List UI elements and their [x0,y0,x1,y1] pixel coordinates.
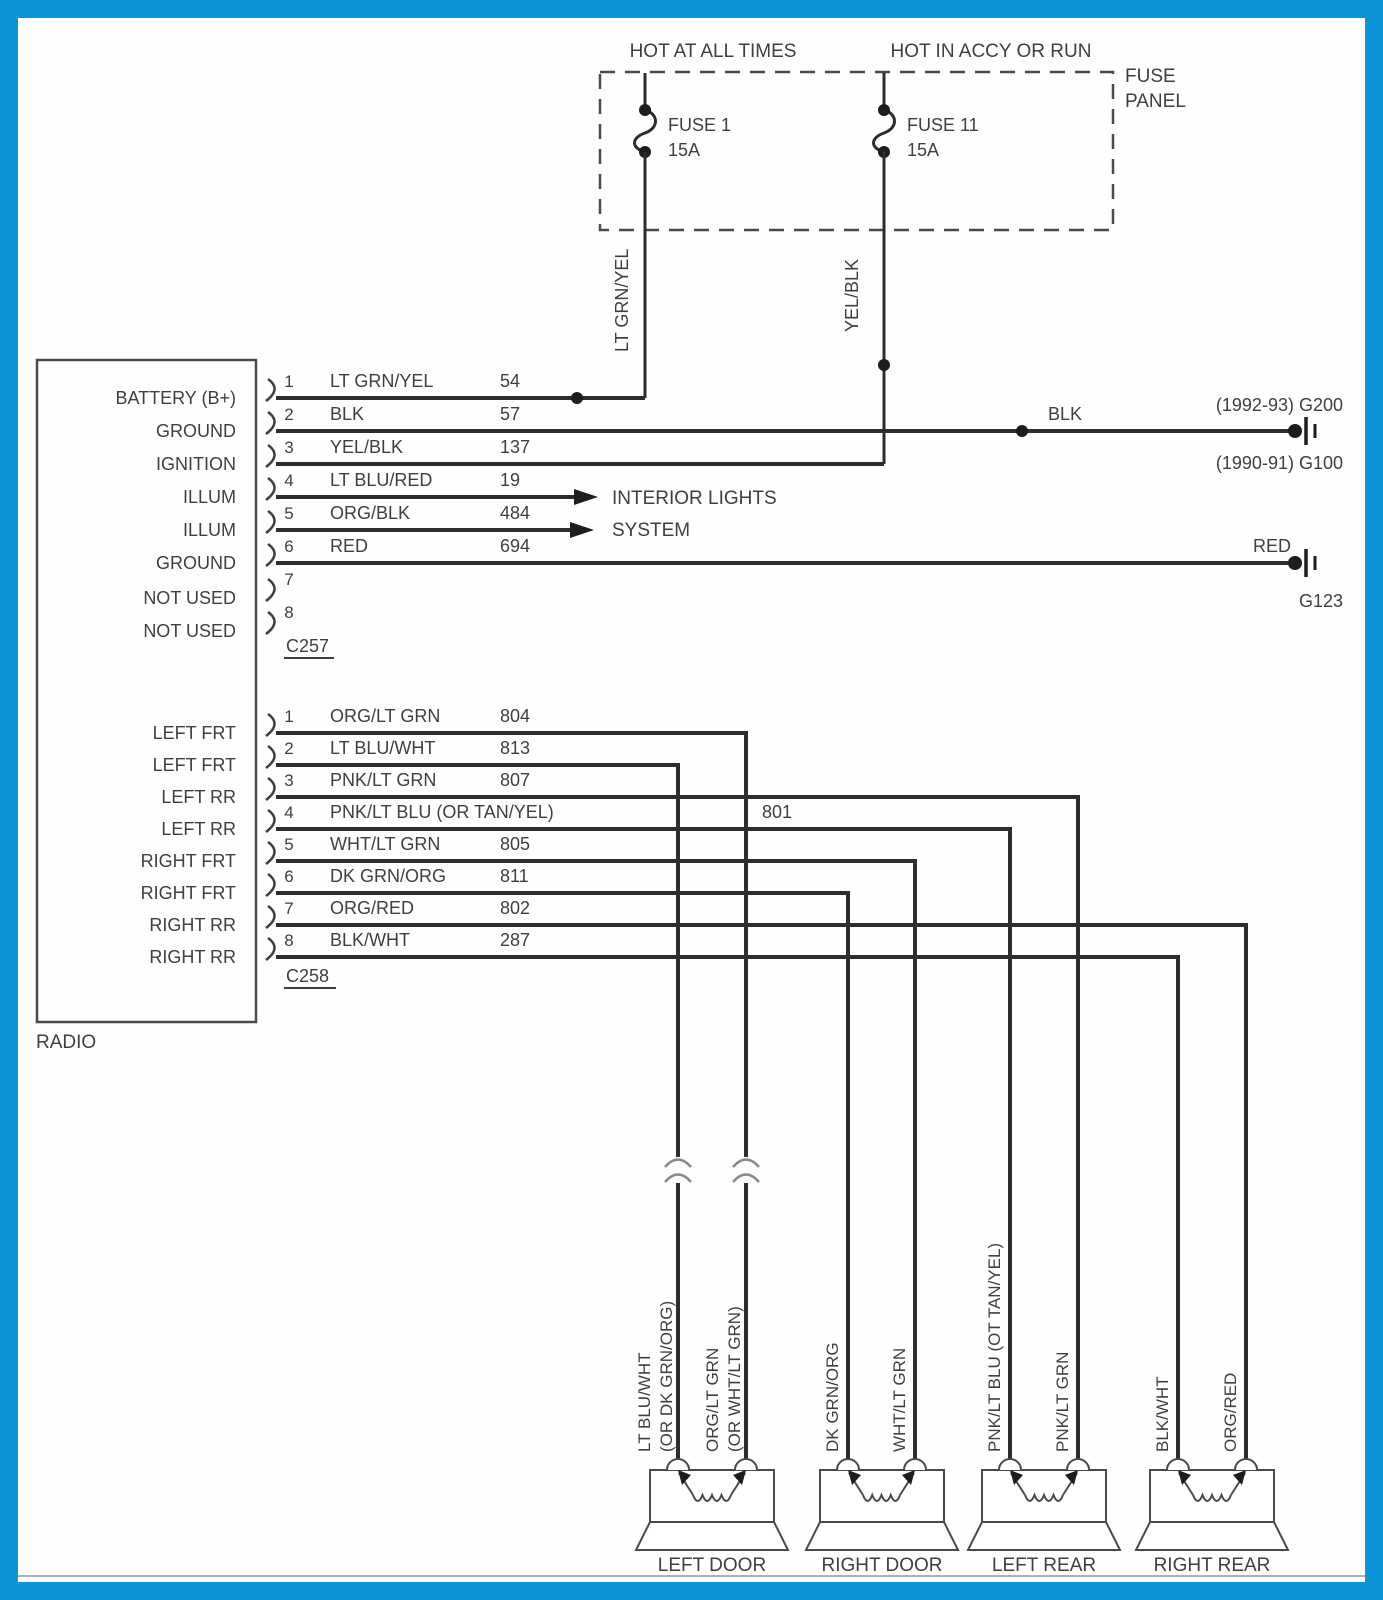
c258-pin8-number: 8 [284,931,294,950]
c257-pin7-number: 7 [284,570,294,589]
c257-pin5-function: ILLUM [182,520,236,540]
left-door-neg-wire-label-line1: LT BLU/WHT [635,1352,654,1452]
radio-label: RADIO [36,1032,97,1053]
c258-pin8-wire-label: BLK/WHT [330,930,411,950]
c258-pin5-number: 5 [284,835,294,854]
c257-pin5-circuit: 484 [500,503,531,523]
c257-pin3-function: IGNITION [156,454,236,474]
right-rear-neg-wire-label: BLK/WHT [1153,1376,1172,1452]
c257-pin5-wire-label: ORG/BLK [330,503,411,523]
interior-lights-label-line1: INTERIOR LIGHTS [612,488,777,509]
c257-pin1-junction-dot [571,392,583,404]
c257-pin2-wire-label: BLK [330,404,365,424]
c258-pin1-circuit: 804 [500,706,531,726]
speaker-right-rear-label: RIGHT REAR [1153,1555,1271,1576]
fuse11-wire-color-label: YEL/BLK [842,258,862,332]
fuse11-wire-junction-dot [878,359,890,371]
c258-pin6-function: RIGHT FRT [140,883,236,903]
c258-pin6-number: 6 [284,867,294,886]
c257-pin1-wire-label: LT GRN/YEL [330,371,434,391]
c258-pin3-function: LEFT RR [161,787,236,807]
c257-pin2-circuit: 57 [500,404,521,424]
c257-pin8-number: 8 [284,603,294,622]
c257-pin5-number: 5 [284,504,294,523]
c257-pin4-number: 4 [284,471,294,490]
c258-pin5-circuit: 805 [500,834,531,854]
c257-pin3-number: 3 [284,438,294,457]
c258-pin7-wire-label: ORG/RED [330,898,415,918]
c258-pin3-wire-label: PNK/LT GRN [330,770,437,790]
c257-pin4-wire-label: LT BLU/RED [330,470,433,490]
fuse11-rating-label: 15A [907,140,940,160]
fuse-panel-label-line2: PANEL [1125,91,1186,112]
c258-pin6-circuit: 811 [500,866,529,886]
left-door-pos-wire-label-line2: (OR WHT/LT GRN) [725,1306,744,1452]
wire-break-symbol-right [733,1157,759,1183]
c258-pin2-circuit: 813 [500,738,531,758]
c257-pin7-function: NOT USED [143,588,236,608]
fuse1-rating-label: 15A [668,140,701,160]
fuse1-name-label: FUSE 1 [668,115,732,135]
speaker-left-rear [968,1459,1120,1550]
c258-pin3-number: 3 [284,771,294,790]
hot-at-all-times-label: HOT AT ALL TIMES [629,41,797,62]
c257-pin2-function: GROUND [156,421,236,441]
c258-pin2-number: 2 [284,739,294,758]
c258-pin8-function: RIGHT RR [149,947,236,967]
left-rear-pos-wire-label: PNK/LT GRN [1053,1351,1072,1452]
c258-pin1-number: 1 [284,707,294,726]
fuse-panel-label-line1: FUSE [1125,66,1176,87]
c258-pin7-number: 7 [284,899,294,918]
c258-pin5-function: RIGHT FRT [140,851,236,871]
speaker-right-rear [1136,1459,1288,1550]
c257-pin6-circuit: 694 [500,536,531,556]
c258-name: C258 [286,966,330,986]
fuse11-name-label: FUSE 11 [907,115,979,135]
c257-name: C257 [286,636,330,656]
right-rear-pos-wire-label: ORG/RED [1221,1372,1240,1452]
c258-pin4-function: LEFT RR [161,819,236,839]
c257-pin3-wire-label: YEL/BLK [330,437,404,457]
right-door-pos-wire-label: WHT/LT GRN [890,1347,909,1452]
c258-pin3-circuit: 807 [500,770,531,790]
c258-pin6-wire-label: DK GRN/ORG [330,866,447,886]
c258-pin4-number: 4 [284,803,294,822]
c258-pin1-function: LEFT FRT [152,723,236,743]
g123-label: G123 [1298,591,1343,611]
c257-pin1-number: 1 [284,372,294,391]
blk-wire-label: BLK [1048,404,1083,424]
c258-pin1-wire-label: ORG/LT GRN [330,706,441,726]
c257-pin3-circuit: 137 [500,437,531,457]
right-door-neg-wire-label: DK GRN/ORG [823,1342,842,1452]
speaker-left-door [636,1459,788,1550]
c258-pin7-circuit: 802 [500,898,531,918]
c258-pin5-wire-label: WHT/LT GRN [330,834,441,854]
c257-pin4-circuit: 19 [500,470,521,490]
blk-junction-dot [1016,425,1028,437]
hot-in-accy-label: HOT IN ACCY OR RUN [890,41,1092,62]
c257-pin4-function: ILLUM [182,487,236,507]
c257-pin1-circuit: 54 [500,371,521,391]
speaker-left-door-label: LEFT DOOR [657,1555,767,1576]
c257-pin1-function: BATTERY (B+) [115,388,236,408]
red-wire-label: RED [1252,536,1291,556]
interior-lights-label-line2: SYSTEM [612,520,691,541]
c258-pin4-circuit: 801 [762,802,793,822]
c258-pin8-circuit: 287 [500,930,531,950]
c257-pin6-wire-label: RED [330,536,369,556]
c257-pin6-function: GROUND [156,553,236,573]
left-door-neg-wire-label-line2: (OR DK GRN/ORG) [657,1300,676,1452]
left-door-pos-wire-label-line1: ORG/LT GRN [703,1347,722,1452]
g100-label: (1990-91) G100 [1215,453,1343,473]
left-rear-neg-wire-label: PNK/LT BLU (OT TAN/YEL) [985,1242,1004,1452]
c258-pin2-function: LEFT FRT [152,755,236,775]
speaker-right-door [806,1459,958,1550]
c257-pin8-function: NOT USED [143,621,236,641]
c258-pin4-wire-label: PNK/LT BLU (OR TAN/YEL) [330,802,554,822]
speaker-left-rear-label: LEFT REAR [991,1555,1097,1576]
c257-pin2-number: 2 [284,405,294,424]
c258-pin7-function: RIGHT RR [149,915,236,935]
wire-break-symbol-left [665,1157,691,1183]
speaker-right-door-label: RIGHT DOOR [821,1555,943,1576]
c258-pin2-wire-label: LT BLU/WHT [330,738,436,758]
g200-label: (1992-93) G200 [1215,395,1343,415]
fuse1-wire-color-label: LT GRN/YEL [612,248,632,352]
c257-pin6-number: 6 [284,537,294,556]
